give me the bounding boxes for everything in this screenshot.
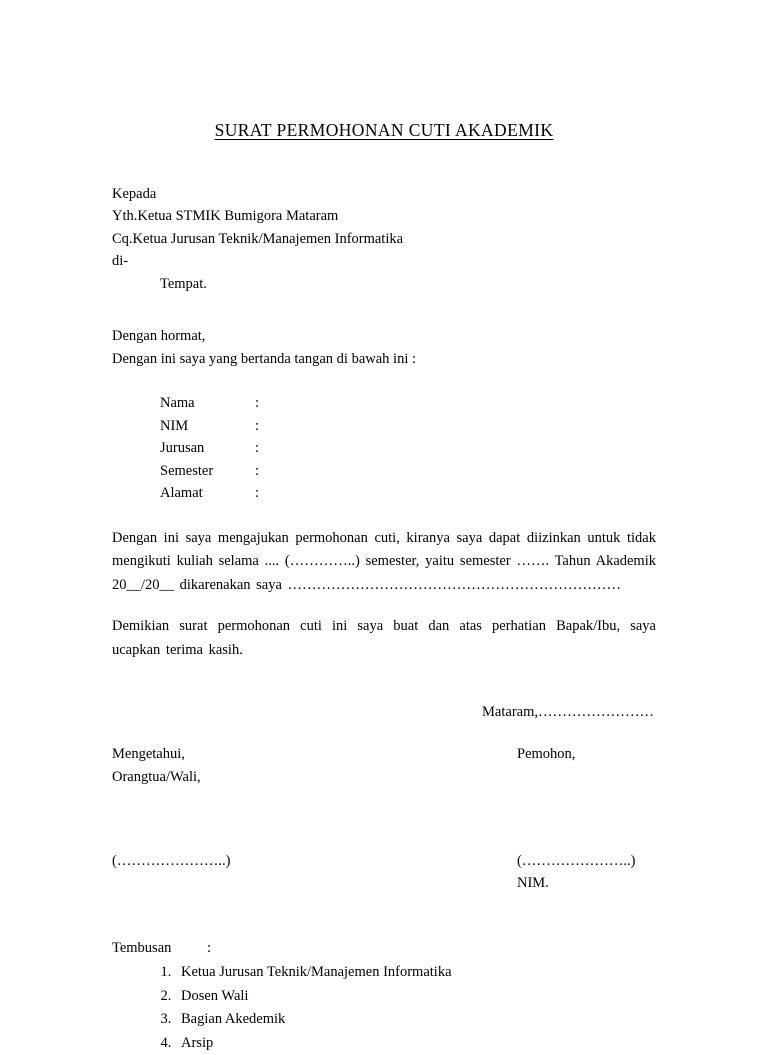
body-paragraph-1: Dengan ini saya mengajukan permohonan cuti, kiranya saya dapat diizinkan untuk tidak mengikuti kuliah selama .... (…………..) semester, yaitu semester ……. Tahun Akademik 20__/20__ dikarenakan saya …………………………………………………………… bbox=[112, 529, 656, 593]
signature-right-name-line[interactable]: (…………………..) bbox=[517, 852, 636, 869]
field-label-nama: Nama bbox=[160, 395, 195, 412]
salutation-block bbox=[112, 325, 656, 370]
signature-labels-row bbox=[112, 743, 656, 788]
field-colon-semester: : bbox=[255, 462, 260, 479]
signature-place-date: Mataram,…………………… bbox=[482, 704, 654, 721]
salutation-intro: Dengan ini saya yang bertanda tangan di bawah ini : bbox=[112, 350, 416, 367]
addressee-line-kepada: Kepada bbox=[112, 186, 157, 202]
addressee-block bbox=[112, 183, 656, 295]
list-item: 2. Dosen Wali bbox=[175, 985, 656, 1008]
signature-names-row bbox=[112, 850, 656, 895]
field-row-nim bbox=[160, 415, 656, 437]
field-row-nama bbox=[160, 392, 656, 414]
field-colon-nama: : bbox=[255, 395, 260, 412]
addressee-line-di: di- bbox=[112, 253, 129, 270]
addressee-line-tempat: Tempat. bbox=[160, 275, 207, 292]
salutation-greeting: Dengan hormat, bbox=[112, 328, 206, 345]
body-paragraph-2: Demikian surat permohonan cuti ini saya buat dan atas perhatian Bapak/Ibu, saya ucapkan terima kasih. bbox=[112, 618, 656, 658]
field-row-semester bbox=[160, 460, 656, 482]
field-colon-nim: : bbox=[255, 417, 260, 434]
signature-orangtua-label: Orangtua/Wali, bbox=[112, 768, 201, 785]
tembusan-heading bbox=[112, 937, 656, 959]
field-colon-jurusan: : bbox=[255, 440, 260, 457]
list-item: 1. Ketua Jurusan Teknik/Manajemen Informatika bbox=[175, 961, 656, 984]
tembusan-list bbox=[112, 961, 656, 1055]
tembusan-colon: : bbox=[207, 939, 212, 956]
tembusan-label: Tembusan bbox=[112, 939, 172, 956]
signature-mengetahui-label: Mengetahui, bbox=[112, 746, 185, 763]
signature-left-name bbox=[112, 850, 517, 895]
list-item: 3. Bagian Akedemik bbox=[175, 1008, 656, 1031]
field-label-nim: NIM bbox=[160, 417, 189, 434]
field-row-alamat bbox=[160, 482, 656, 504]
list-item: 4. Arsip bbox=[175, 1032, 656, 1055]
signature-right-name bbox=[517, 850, 635, 895]
signature-pemohon-label: Pemohon, bbox=[517, 746, 576, 763]
signature-right-labels bbox=[517, 743, 575, 788]
page-title: SURAT PERMOHONAN CUTI AKADEMIK bbox=[214, 120, 554, 140]
signature-left-labels bbox=[112, 743, 517, 788]
field-colon-alamat: : bbox=[255, 485, 260, 502]
field-label-semester: Semester bbox=[160, 462, 214, 479]
addressee-line-cq: Cq.Ketua Jurusan Teknik/Manajemen Informatika bbox=[112, 230, 404, 247]
field-row-jurusan bbox=[160, 437, 656, 459]
signature-left-name-line[interactable]: (…………………..) bbox=[112, 852, 231, 869]
applicant-fields bbox=[112, 392, 656, 504]
addressee-line-ketua: Yth.Ketua STMIK Bumigora Mataram bbox=[112, 208, 339, 225]
signature-right-nim-line: NIM. bbox=[517, 875, 549, 892]
tembusan-block bbox=[112, 937, 656, 1055]
field-label-jurusan: Jurusan bbox=[160, 440, 205, 457]
field-label-alamat: Alamat bbox=[160, 485, 203, 502]
